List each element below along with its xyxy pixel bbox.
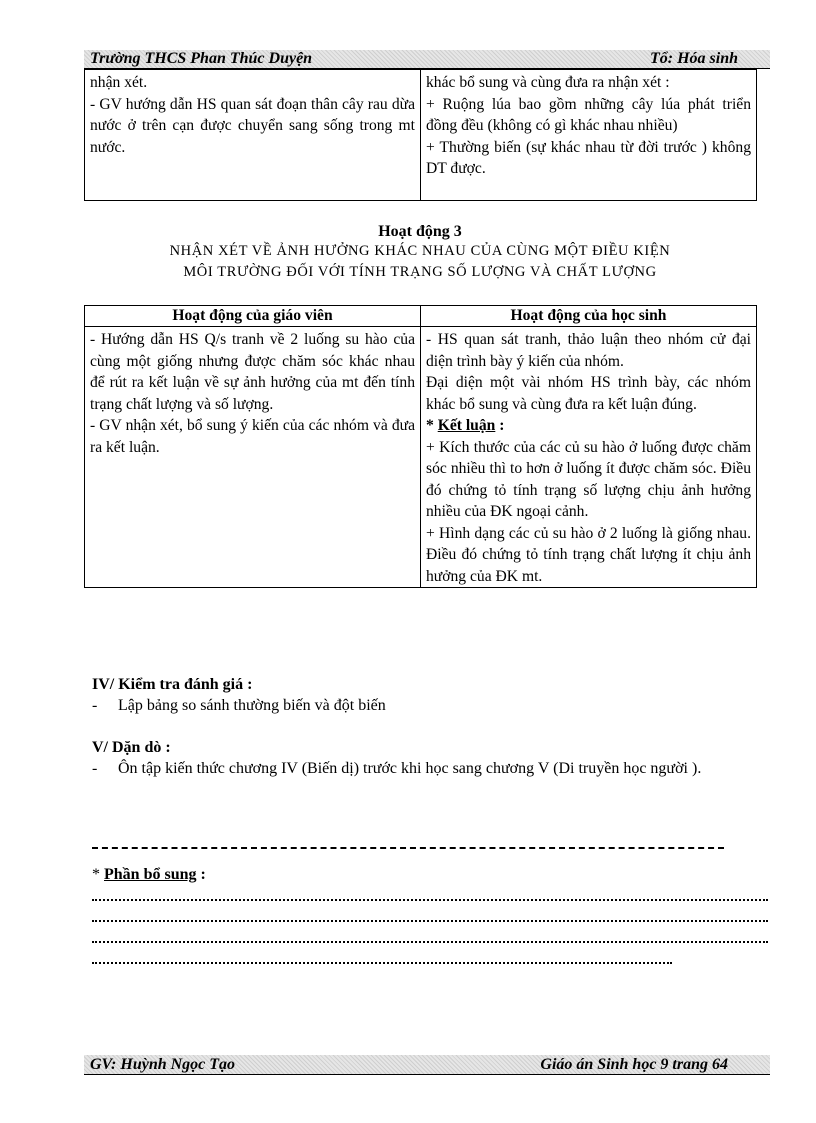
page-footer [84,1055,770,1075]
dotted-line [92,899,768,901]
teacher-cell [85,327,421,588]
page-header [84,50,770,69]
page-number: Giáo án Sinh học 9 trang 64 [540,1056,728,1073]
supplement-colon: : [196,866,206,883]
dotted-line [92,941,768,943]
homework-heading: V/ Dặn dò : [92,739,171,756]
activity-subtitle-line1: NHẬN XÉT VỀ ẢNH HƯỞNG KHÁC NHAU CỦA CÙNG MỘT ĐIỀU KIỆN [169,243,671,259]
student-line: - HS quan sát tranh, thảo luận theo nhóm cử đại diện trình bày ý kiến của nhóm. [426,331,751,370]
student-line: Đại diện một vài nhóm HS trình bày, các nhóm khác bổ sung và cùng đưa ra kết luận đúng. [426,374,751,413]
list-item [92,695,772,716]
section-assessment [92,674,772,716]
conclusion-star: * [426,417,438,434]
dotted-line [92,920,768,922]
conclusion-colon: : [495,417,505,434]
supplement-heading [92,864,772,885]
activity-table [84,305,757,588]
department-name: Tổ: Hóa sinh [649,50,738,67]
table-row [85,327,757,588]
section-homework [92,737,772,779]
dashed-separator [92,847,724,849]
homework-item: Ôn tập kiến thức chương IV (Biến dị) trước khi học sang chương V (Di truyền học người ). [118,760,702,777]
teacher-line: - GV hướng dẫn HS quan sát đoạn thân cây rau dừa nước ở trên cạn được chuyển sang sống trong mt nước. [90,95,415,156]
conclusion-item: + Kích thước của các củ su hào ở luống được chăm sóc nhiều thì to hơn ở luống ít được chăm sóc. Điều đó chứng tỏ tính trạng số lượng chịu ảnh hưởng nhiều của ĐK ngoại cảnh. [426,438,751,520]
dotted-line [92,962,672,964]
assessment-item: Lập bảng so sánh thường biến và đột biến [118,697,386,714]
assessment-heading: IV/ Kiểm tra đánh giá : [92,676,253,693]
student-line: + Thường biến (sự khác nhau từ đời trước ) không DT được. [426,138,751,177]
conclusion-heading [426,415,751,437]
continuation-table [84,69,757,201]
student-line: + Ruộng lúa bao gồm những cây lúa phát triển đồng đều (không có gì khác nhau nhiều) [426,95,751,134]
student-line: khác bổ sung và cùng đưa ra nhận xét : [426,74,670,91]
teacher-name: GV: Huỳnh Ngọc Tạo [90,1056,236,1073]
bullet-dash: - [92,760,98,777]
student-cell [421,327,757,588]
teacher-cell [85,70,421,201]
supplement-label: Phần bổ sung [104,866,197,883]
teacher-column-header: Hoạt động của giáo viên [85,306,421,327]
activity-subtitle-line2: MÔI TRƯỜNG ĐỐI VỚI TÍNH TRẠNG SỐ LƯỢNG VÀ CHẤT LƯỢNG [183,264,657,280]
list-item [92,758,772,779]
supplement-star: * [92,866,104,883]
conclusion-item: + Hình dạng các củ su hào ở 2 luống là giống nhau. Điều đó chứng tỏ tính trạng chất lượng ít chịu ảnh hưởng của ĐK mt. [426,524,751,585]
bullet-dash: - [92,697,98,714]
teacher-line: nhận xét. [90,74,148,91]
school-name: Trường THCS Phan Thúc Duyện [90,50,313,67]
student-cell [421,70,757,201]
conclusion-label: Kết luận [437,417,496,434]
student-column-header: Hoạt động của học sinh [421,306,757,327]
table-header-row [85,306,757,327]
teacher-line: - GV nhận xét, bổ sung ý kiến của các nhóm và đưa ra kết luận. [90,417,415,456]
table-row [85,70,757,201]
teacher-line: - Hướng dẫn HS Q/s tranh về 2 luống su hào của cùng một giống nhưng được chăm sóc khác nhau để rút ra kết luận về sự ảnh hưởng của mt đến tính trạng chất lượng và số lượng. [90,331,415,413]
activity-title: Hoạt động 3 [378,223,462,240]
